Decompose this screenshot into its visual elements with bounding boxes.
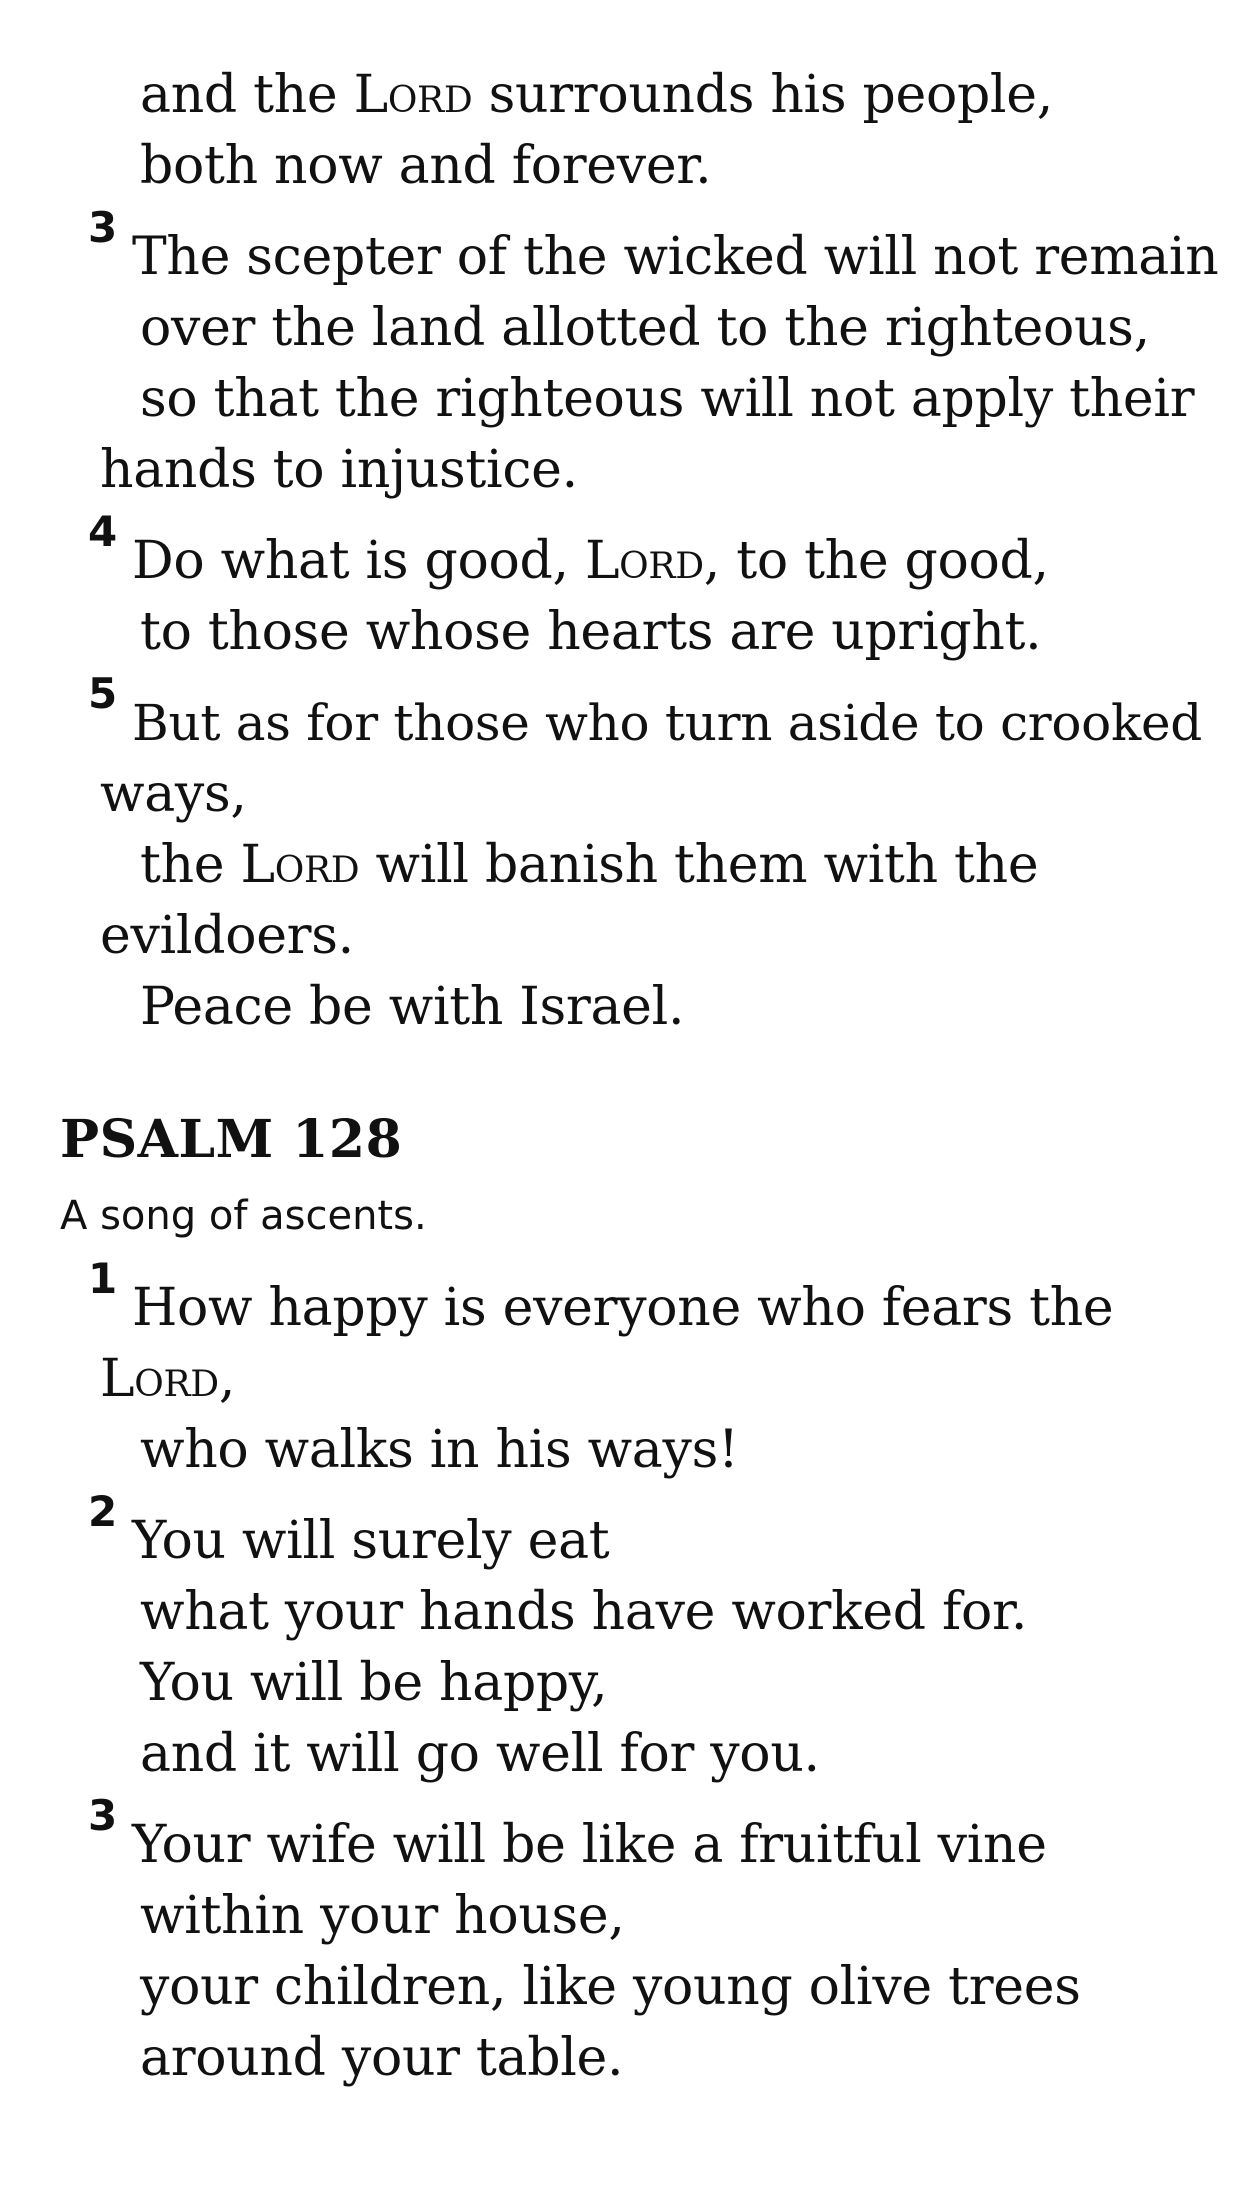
divine-name: Lord (584, 531, 704, 591)
verse-number[interactable]: 2 (88, 1487, 118, 1536)
verse-line: both now and forever. (140, 136, 712, 196)
verse-line: hands to injustice. (100, 440, 578, 500)
text-fragment: , (218, 1349, 236, 1409)
verse-number[interactable]: 5 (88, 669, 118, 718)
verse-line: what your hands have worked for. (140, 1582, 1028, 1642)
divine-name: Lord (240, 835, 360, 895)
verse-line: How happy is everyone who fears the (132, 1278, 1114, 1338)
verse-number[interactable]: 3 (88, 1791, 118, 1840)
text-fragment: the (140, 835, 241, 895)
divine-name: Lord (353, 65, 473, 125)
verse-line: around your table. (140, 2028, 624, 2088)
verse-line: You will surely eat (132, 1511, 610, 1571)
verse-number[interactable]: 1 (88, 1254, 118, 1303)
verse-line: ways, (100, 764, 247, 824)
verse-line: evildoers. (100, 906, 354, 966)
verse-line (132, 531, 1049, 591)
verse-line: within your house, (140, 1886, 625, 1946)
text-fragment: , to the good, (703, 531, 1049, 591)
verse-number[interactable]: 3 (88, 203, 118, 252)
verse-line: to those whose hearts are upright. (140, 602, 1042, 662)
verse-number[interactable]: 4 (88, 507, 118, 556)
verse-line: Peace be with Israel. (140, 977, 685, 1037)
psalm-heading: PSALM 128 (60, 1109, 403, 1170)
verse-line: so that the righteous will not apply their (140, 369, 1195, 429)
verse-line: and it will go well for you. (140, 1724, 820, 1784)
text-fragment: surrounds his people, (472, 65, 1053, 125)
verse-line: who walks in his ways! (140, 1420, 739, 1480)
text-fragment: will banish them with the (359, 835, 1039, 895)
verse-line (140, 65, 1053, 125)
verse-line: But as for those who turn aside to crooked (132, 694, 1202, 752)
psalm-subtitle: A song of ascents. (60, 1193, 427, 1239)
text-fragment: Do what is good, (132, 531, 585, 591)
verse-line: Your wife will be like a fruitful vine (132, 1815, 1047, 1875)
verse-line (100, 1349, 235, 1409)
verse-line: You will be happy, (140, 1653, 608, 1713)
verse-line: The scepter of the wicked will not remain (132, 227, 1219, 287)
divine-name: Lord (100, 1349, 219, 1409)
verse-line (140, 835, 1038, 895)
verse-line: over the land allotted to the righteous, (140, 298, 1150, 358)
text-fragment: and the (140, 65, 354, 125)
verse-line: your children, like young olive trees (140, 1957, 1081, 2017)
